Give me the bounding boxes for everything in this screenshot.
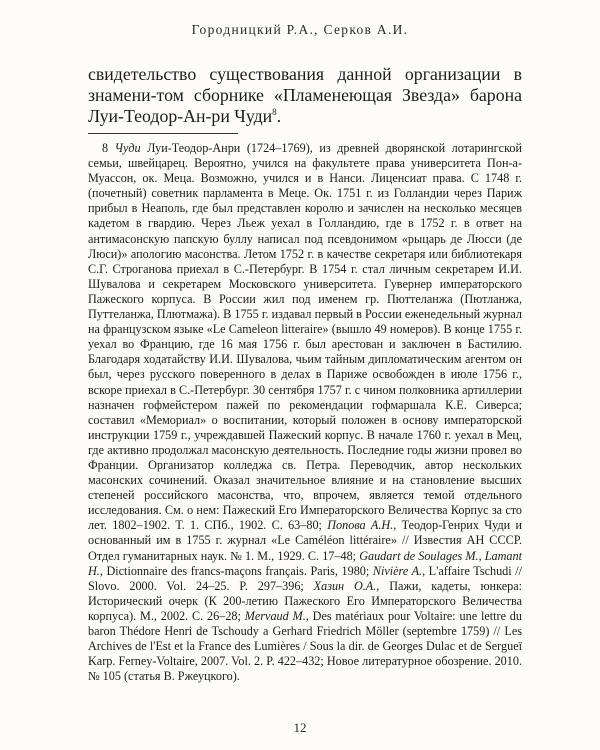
running-head: Городницкий Р.А., Серков А.И. bbox=[191, 22, 409, 37]
footnote-author-3: Nivière A. bbox=[372, 563, 423, 578]
footnote-text-3: Dictionnaire des francs-maçons français. Paris, 1980; bbox=[102, 563, 373, 578]
footnote-reference: 8 bbox=[272, 107, 277, 117]
footnote-text-2: , Теодор-Генрих Чуди и основанный им в 1755 г. журнал «Le Caméléon littéraire» // Известия АН СССР. Отдел гуманитарных наук. № 1. М., 1929. С. 17–48; bbox=[88, 518, 522, 563]
footnote-author-4: Хазин О.А. bbox=[313, 578, 377, 593]
page-number: 12 bbox=[293, 720, 307, 735]
main-text bbox=[88, 64, 522, 127]
footnote bbox=[88, 141, 522, 684]
footnote-author-1: Попова А.Н. bbox=[327, 518, 394, 533]
footnote-divider bbox=[88, 133, 238, 134]
footnote-paragraph bbox=[88, 141, 522, 684]
main-text-body: свидетельство существования данной организации в знамени-том сборнике «Пламенеющая Звезда» барона Луи-Теодор-Ан-ри Чуди bbox=[88, 64, 522, 126]
footnote-author-2: Gaudart de Soulages M., Lamant H., bbox=[88, 548, 522, 578]
footnote-text-4: , L'affaire Tschudi // Slovo. 2000. Vol. 24–25. P. 297–396; bbox=[88, 563, 522, 593]
footnote-text-6: , Des matériaux pour Voltaire: une lettre du baron Thédore Henri de Tschoudy a Gerhard Friedrich Möller (septembre 1759) // Les Archives de l'Est et la France des Lumières / Sous la dir. de Georges Dulac et de Sergueï Karp. Ferney-Voltaire, 2007. Vol. 2. P. 422–432; Новое литературное обозрение. 2010. № 105 (статья В. Ржеуцкого). bbox=[88, 608, 522, 684]
main-text-end: . bbox=[276, 106, 282, 126]
footnote-subject-name: Чуди bbox=[114, 141, 141, 155]
footnote-number: 8 bbox=[102, 141, 109, 155]
main-paragraph bbox=[88, 64, 522, 127]
footnote-author-5: Mervaud M. bbox=[244, 608, 306, 623]
footnote-text-1: Луи-Теодор-Анри (1724–1769), из древней дворянской лотарингской семьи, швейцарец. Вероятно, учился на факультете права университета Пон-а-Муассон, ок. Меца. Возможно, учился и в Нанси. Лиценсиат права. С 1748 г. (почетный) советник парламента в Меце. Ок. 1751 г. из Голландии через Париж прибыл в Неаполь, где был представлен королю и зачислен на несколько месяцев кадетом в гвардию. Через Льеж уехал в Голландию, где в 1752 г. в ответ на антимасонскую папскую буллу написал под псевдонимом «рыцарь де Люсси (де Люси)» апологию масонства. Летом 1752 г. в качестве секретаря или библиотекаря С.Г. Строганова приехал в С.-Петербург. В 1754 г. стал личным секретарем И.И. Шувалова и секретарем Московского университета. Гувернер императорского Пажеского корпуса. В России жил под именем гр. Пюттеланжа (Пютланжа, Путтеланжа, Плютмажа). В 1755 г. издавал первый в России еженедельный журнал на французском языке «Le Cameleon litteraire» (вышло 49 номеров). В конце 1755 г. уехал во Францию, где 16 мая 1756 г. был арестован и заключен в Бастилию. Благодаря ходатайству И.И. Шувалова, чьим тайным дипломатическим агентом он был, через русского поверенного в делах в Париже освобожден в июле 1756 г., вскоре приехал в С.-Петербург. 30 сентября 1757 г. с чином полковника артиллерии назначен гофмейстером пажей по рекомендации гофмаршала К.Е. Сиверса; составил «Мемориал» о воспитании, который положен в основу императорской инструкции 1759 г., учреждавшей Пажеский корпус. В начале 1760 г. уехал в Мец, где активно продолжал масонскую деятельность. Последние годы жизни провел во Франции. Организатор колледжа св. Петра. Переводчик, автор нескольких масонских сочинений. Оказал значительное влияние и на становление высших степеней российского масонства, что, впрочем, является темой отдельного исследования. См. о нем: Пажеский Его Императорского Величества Корпус за сто лет. 1802–1902. Т. 1. СПб., 1902. С. 63–80; bbox=[88, 141, 522, 533]
footnote-text-5: , Пажи, кадеты, юнкера: Исторический очерк (К 200-летию Пажеского Его Императорского Величества корпуса). М., 2002. С. 26–28; bbox=[88, 578, 522, 623]
